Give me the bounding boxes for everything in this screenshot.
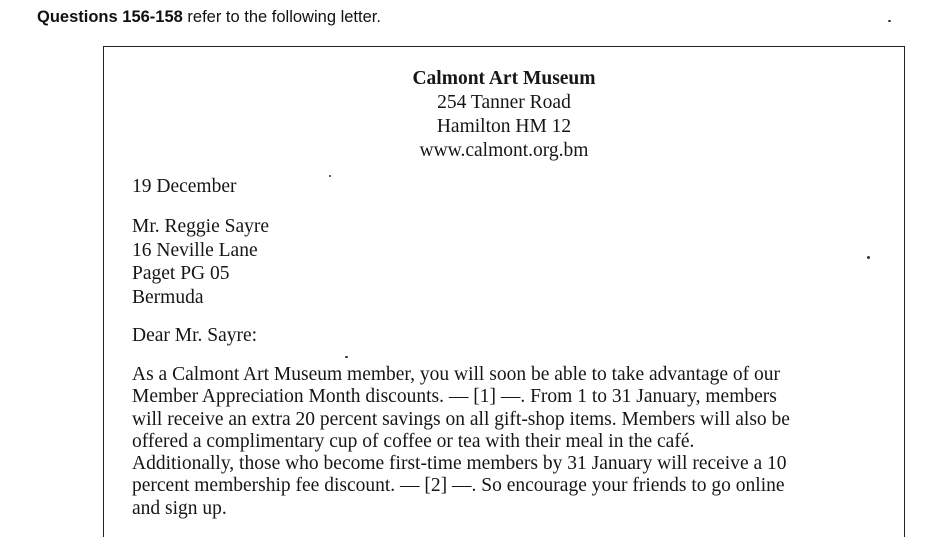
museum-street: 254 Tanner Road [437, 92, 571, 113]
body-line: percent membership fee discount. — [2] —. So encourage your friends to go online [132, 475, 785, 497]
recipient-name: Mr. Reggie Sayre [132, 216, 270, 237]
body-line: offered a complimentary cup of coffee or tea with their meal in the café. [132, 430, 695, 452]
letter-date: 19 December [132, 176, 237, 197]
recipient-country: Bermuda [132, 286, 204, 308]
question-instruction: refer to the following letter. [182, 8, 381, 26]
body-line: Member Appreciation Month discounts. — [1] —. From 1 to 31 January, members [132, 386, 777, 408]
museum-name: Calmont Art Museum [412, 68, 596, 89]
recipient-city: Paget PG 05 [132, 263, 230, 284]
recipient-street: 16 Neville Lane [132, 239, 258, 261]
scan-speck [345, 356, 348, 358]
scan-speck [888, 20, 891, 22]
museum-city: Hamilton HM 12 [436, 116, 572, 137]
letter-frame [103, 46, 905, 537]
letterhead [104, 67, 904, 163]
question-range: Questions 156-158 [37, 8, 183, 26]
scan-speck [329, 175, 331, 177]
salutation: Dear Mr. Sayre: [132, 325, 258, 346]
scan-speck [867, 256, 870, 259]
question-header [37, 8, 381, 27]
museum-website: www.calmont.org.bm [419, 140, 589, 161]
body-line: will receive an extra 20 percent savings on all gift-shop items. Members will also be [132, 408, 790, 430]
body-line: Additionally, those who become first-time members by 31 January will receive a 10 [132, 453, 787, 475]
body-line: and sign up. [132, 497, 227, 519]
recipient-address [132, 215, 269, 309]
letter-body [132, 364, 884, 520]
body-line: As a Calmont Art Museum member, you will soon be able to take advantage of our [132, 364, 780, 385]
